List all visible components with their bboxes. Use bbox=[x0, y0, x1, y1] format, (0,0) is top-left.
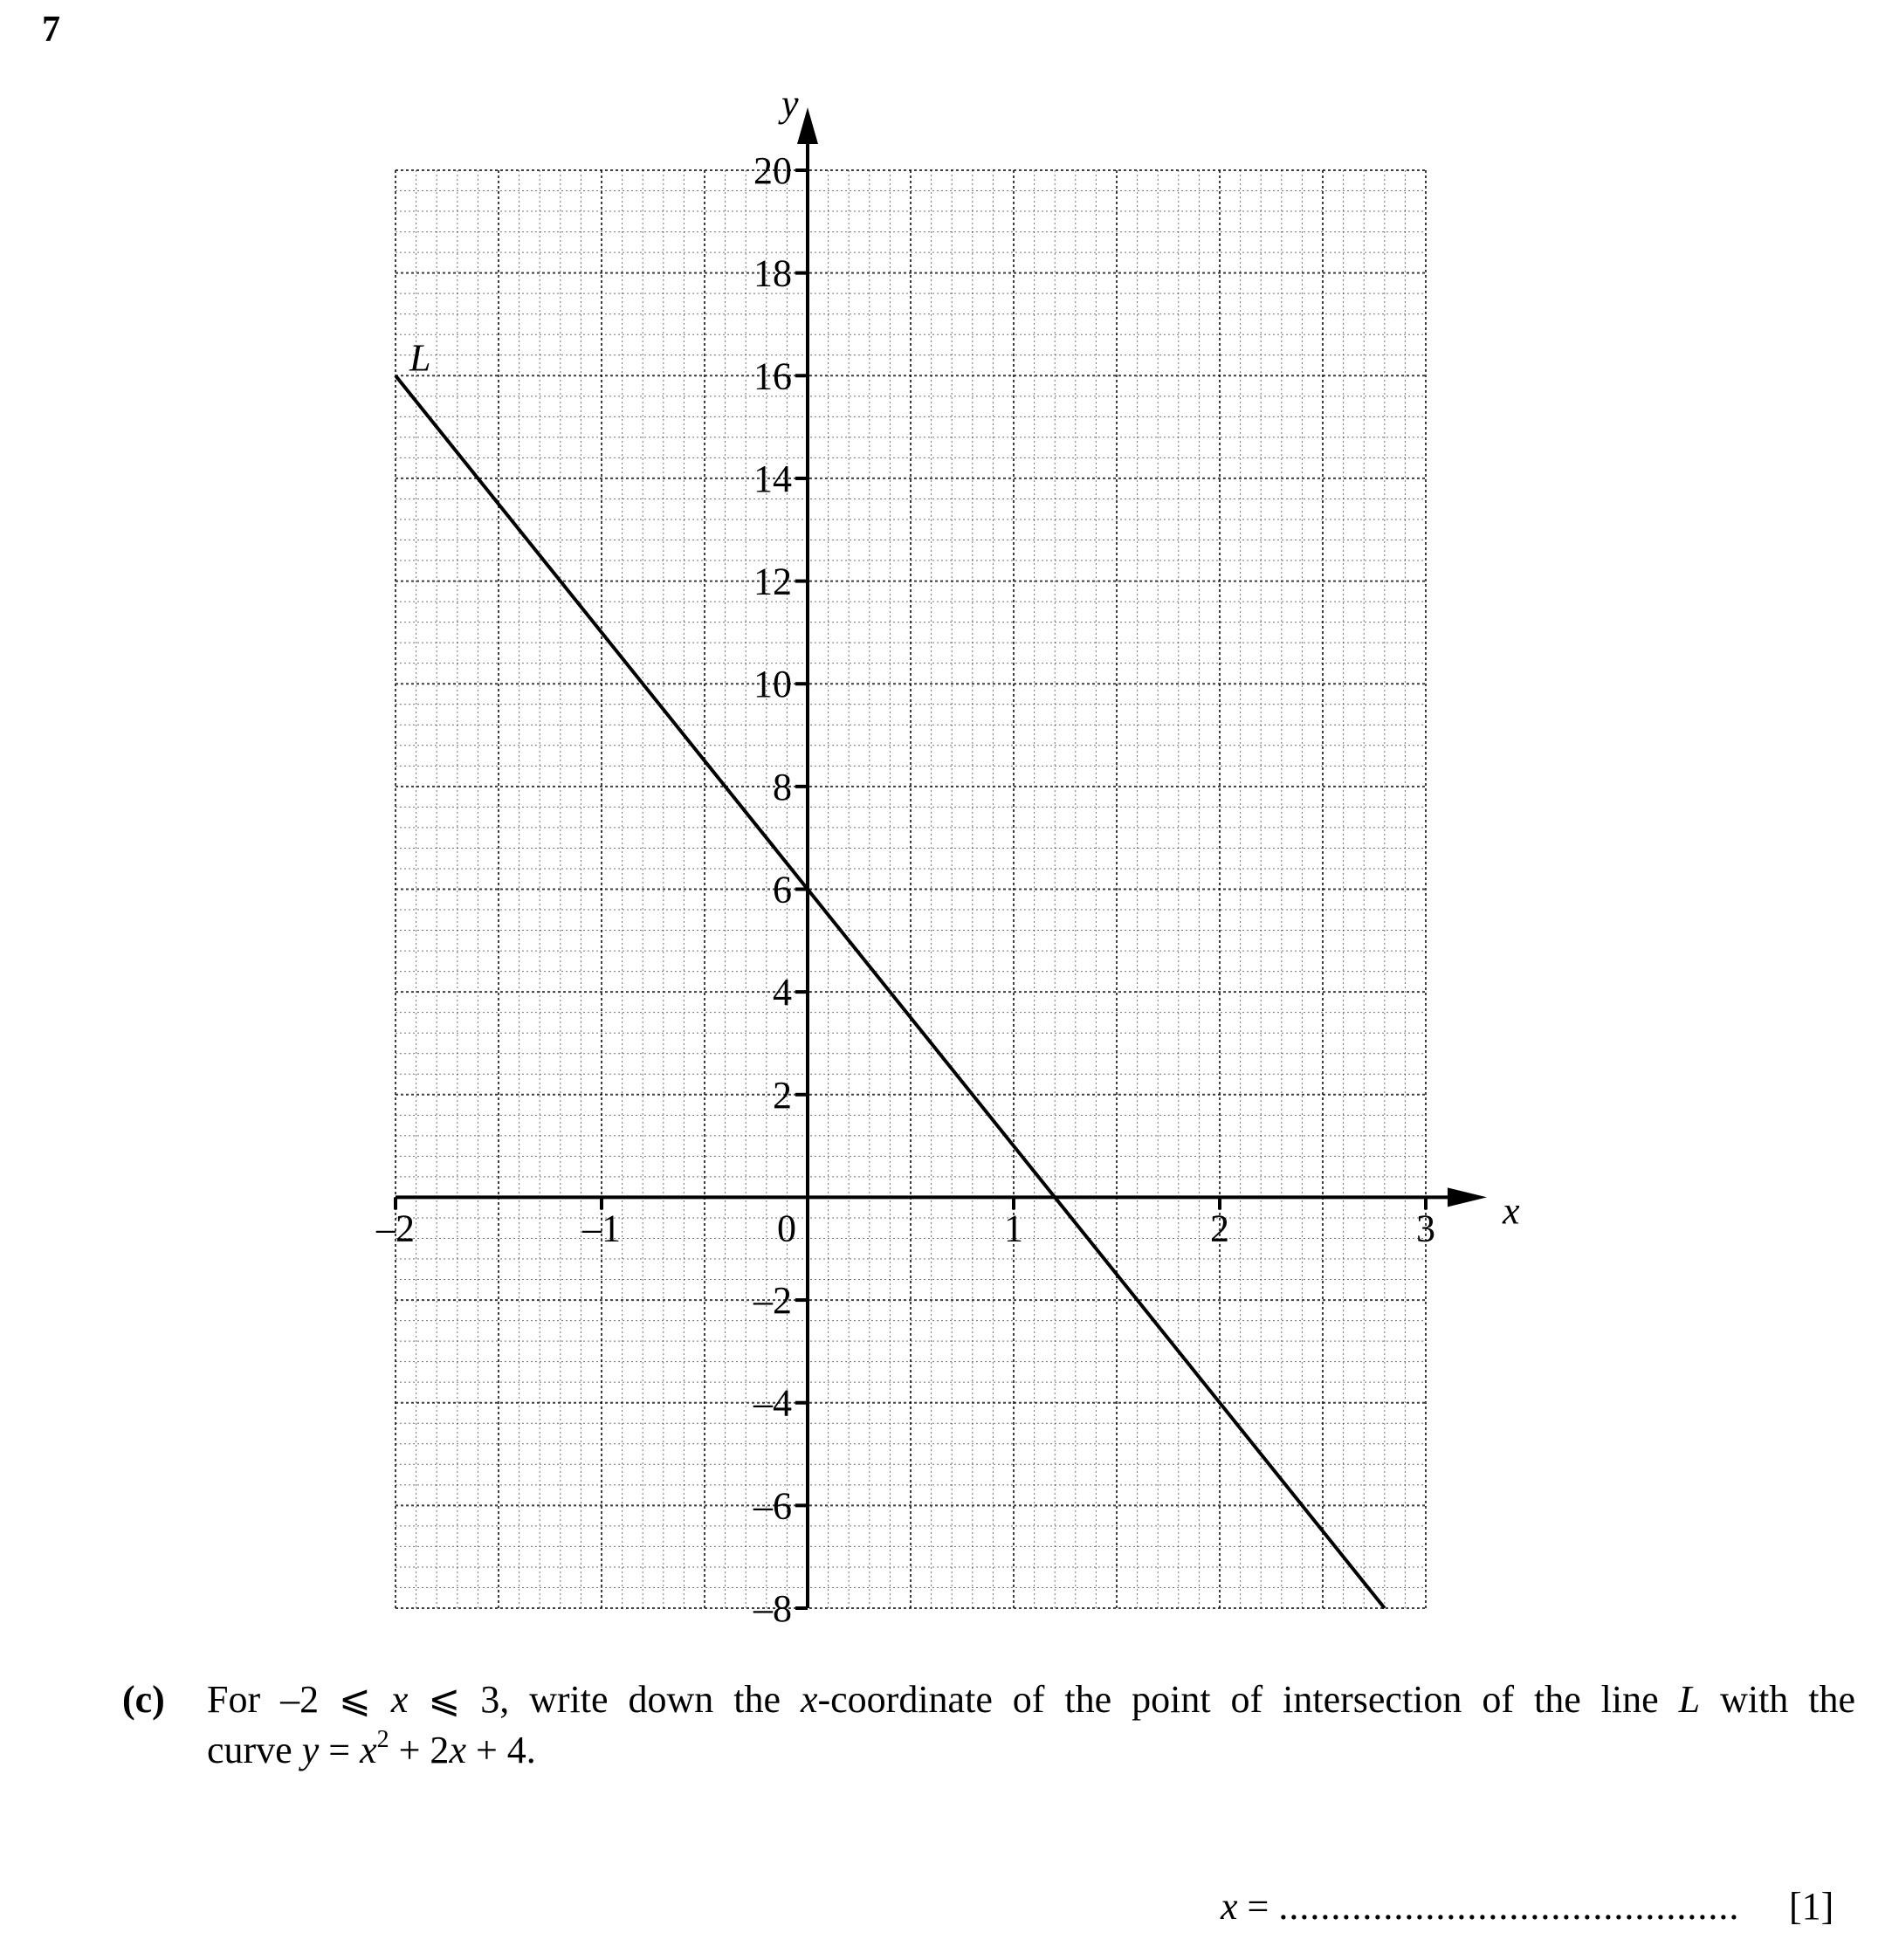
x-tick-label: –2 bbox=[376, 1207, 415, 1250]
part-text bbox=[207, 1675, 1855, 1776]
text-segment: x bbox=[390, 1678, 409, 1721]
y-axis-arrowhead bbox=[797, 107, 818, 144]
marks: [1] bbox=[1789, 1885, 1834, 1928]
text-segment: x bbox=[360, 1729, 377, 1771]
y-tick-label: 6 bbox=[773, 868, 792, 911]
y-tick-label: 10 bbox=[753, 663, 792, 706]
y-tick-label: 14 bbox=[753, 457, 792, 500]
x-tick-label: –1 bbox=[582, 1207, 621, 1250]
text-segment: -coordinate of the point of intersection of the line bbox=[817, 1678, 1679, 1721]
y-tick-label: 2 bbox=[773, 1073, 792, 1117]
x-axis-arrowhead bbox=[1448, 1187, 1487, 1207]
part-text-line-1 bbox=[207, 1675, 1855, 1725]
y-tick-label: 20 bbox=[753, 149, 792, 192]
y-tick-label: 4 bbox=[773, 971, 792, 1014]
y-tick-label: 16 bbox=[753, 354, 792, 398]
part-text-line-2 bbox=[207, 1725, 1855, 1776]
text-segment: + 2 bbox=[389, 1729, 450, 1771]
text-segment: curve bbox=[207, 1729, 302, 1771]
y-axis-label: y bbox=[781, 82, 799, 125]
line-label-L: L bbox=[409, 336, 431, 380]
part-label: (c) bbox=[122, 1678, 165, 1721]
text-segment: x bbox=[800, 1678, 818, 1721]
text-segment: x bbox=[449, 1729, 466, 1771]
text-segment: L bbox=[1678, 1678, 1701, 1721]
answer-variable: x bbox=[1221, 1885, 1238, 1928]
x-axis-label: x bbox=[1503, 1189, 1520, 1233]
answer-equals: = bbox=[1237, 1885, 1279, 1928]
text-segment: = bbox=[319, 1729, 361, 1771]
text-segment: + 4. bbox=[465, 1729, 536, 1771]
text-segment: y bbox=[301, 1729, 320, 1771]
y-tick-label: –2 bbox=[753, 1279, 792, 1323]
x-tick-label: 2 bbox=[1210, 1207, 1229, 1250]
x-tick-label: 1 bbox=[1004, 1207, 1023, 1250]
superscript: 2 bbox=[376, 1726, 389, 1753]
text-segment: ⩽ 3, write down the bbox=[408, 1678, 801, 1721]
grid-major bbox=[396, 170, 1426, 1608]
y-tick-label: 8 bbox=[773, 765, 792, 808]
x-tick-label: 0 bbox=[777, 1207, 796, 1250]
text-segment: with the bbox=[1700, 1678, 1856, 1721]
y-tick-label: –8 bbox=[753, 1587, 792, 1630]
x-tick-label: 3 bbox=[1416, 1207, 1435, 1250]
answer-blank[interactable]: ............................................ bbox=[1278, 1885, 1740, 1928]
y-tick-label: –4 bbox=[753, 1381, 792, 1425]
question-number: 7 bbox=[42, 10, 60, 50]
y-tick-label: 18 bbox=[753, 251, 792, 295]
text-segment: For –2 ⩽ bbox=[207, 1678, 391, 1721]
answer-line[interactable] bbox=[1221, 1884, 1739, 1929]
y-tick-label: 12 bbox=[753, 560, 792, 603]
y-tick-label: –6 bbox=[753, 1484, 792, 1528]
